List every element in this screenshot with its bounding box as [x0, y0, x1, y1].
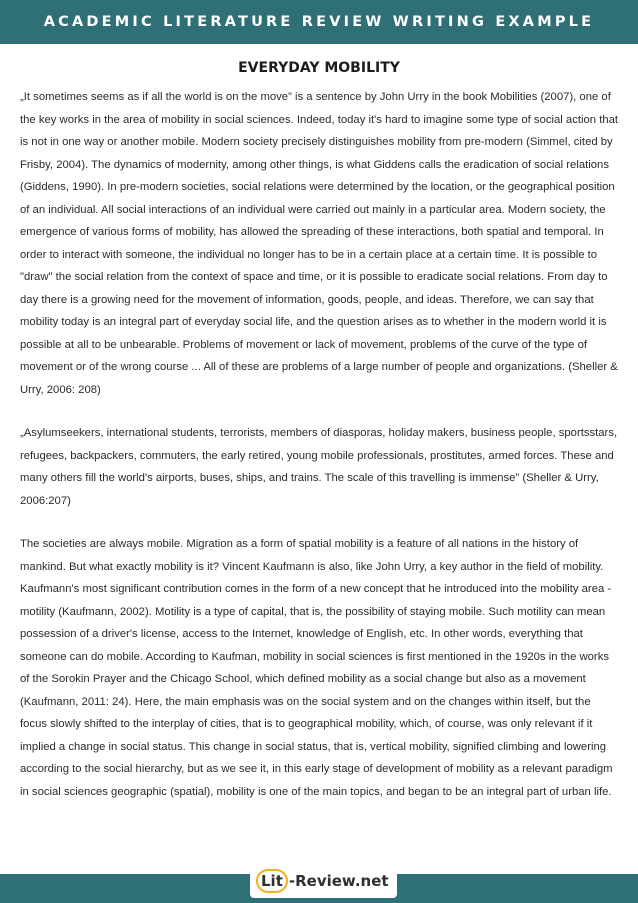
header-title: ACADEMIC LITERATURE REVIEW WRITING EXAMPLE [43, 14, 595, 30]
logo-text: -Review.net [288, 872, 389, 890]
paragraph-3: The societies are always mobile. Migration as a form of spatial mobility is a feature of all nations in the history of mankind. But what exactly mobility is it? Vincent Kaufmann is also, like John Urry, a key author in the field of mobility. Kaufmann's most significant contribution comes in the form of a new concept that he introduced into the mobility area - motility (Kaufmann, 2002). Motility is a type of capital, that is, the possibility of staying mobile. Such motility can mean possession of a driver's license, access to the Internet, knowledge of English, etc. In other words, everything that someone can do mobile. According to Kaufman, mobility in social sciences is first mentioned in the 1920s in the works of the Sorokin Prayer and the Chicago School, which defined mobility as a social change but also as a movement (Kaufmann, 2011: 24). Here, the main emphasis was on the social system and on the changes within itself, but the focus slowly shifted to the interplay of cities, that is to geographical mobility, which, of course, was only relevant if it implied a change in social status. This change in social status, that is, vertical mobility, signified climbing and lowering according to the social hierarchy, but as we see it, in this early stage of development of mobility as a relevant paradigm in social sciences geographic (spatial), mobility is one of the main topics, and began to be an integral part of urban life. [20, 538, 613, 798]
paragraph-2: „Asylumseekers, international students, terrorists, members of diasporas, holiday makers, business people, sportsstars, refugees, backpackers, commuters, the early retired, young mobile professionals, prostitutes, armed forces. These and many others fill the world's airports, buses, ships, and trains. The scale of this travelling is immense” (Sheller & Urry, 2006:207) [20, 427, 618, 507]
header-bar [0, 0, 638, 44]
site-logo[interactable] [250, 864, 397, 898]
document-title: EVERYDAY MOBILITY [238, 60, 400, 76]
logo-mark: Lit [256, 869, 288, 893]
paragraph-1: „It sometimes seems as if all the world is on the move” is a sentence by John Urry in the book Mobilities (2007), one of the key works in the area of mobility in social sciences. Indeed, today it's hard to imagine some type of social action that is not in one way or another mobile. Modern society precisely distinguishes mobility from pre-modern (Simmel, cited by Frisby, 2004). The dynamics of modernity, among other things, is what Giddens calls the eradication of social relations (Giddens, 1990). In pre-modern societies, social relations were determined by the location, or the geographical position of an individual. All social interactions of an individual were carried out mainly in a particular area. Modern society, the emergence of various forms of mobility, has allowed the spreading of these interactions, both spatial and temporal. In order to interact with someone, the individual no longer has to be in a certain place at a certain time. It is possible to "draw" the social relation from the context of space and time, or it is possible to eradicate social relations. From day to day there is a growing need for the movement of information, goods, people, and ideas. Therefore, we can say that mobility today is an integral part of everyday social life, and the question arises as to whether in the modern world it is possible at all to be unbearable. Problems of movement or lack of movement, problems of the curve of the type of movement or of the wrong course ... All of these are problems of a large number of people and organizations. (Sheller & Urry, 2006: 208) [20, 91, 619, 396]
document-body [20, 86, 620, 803]
